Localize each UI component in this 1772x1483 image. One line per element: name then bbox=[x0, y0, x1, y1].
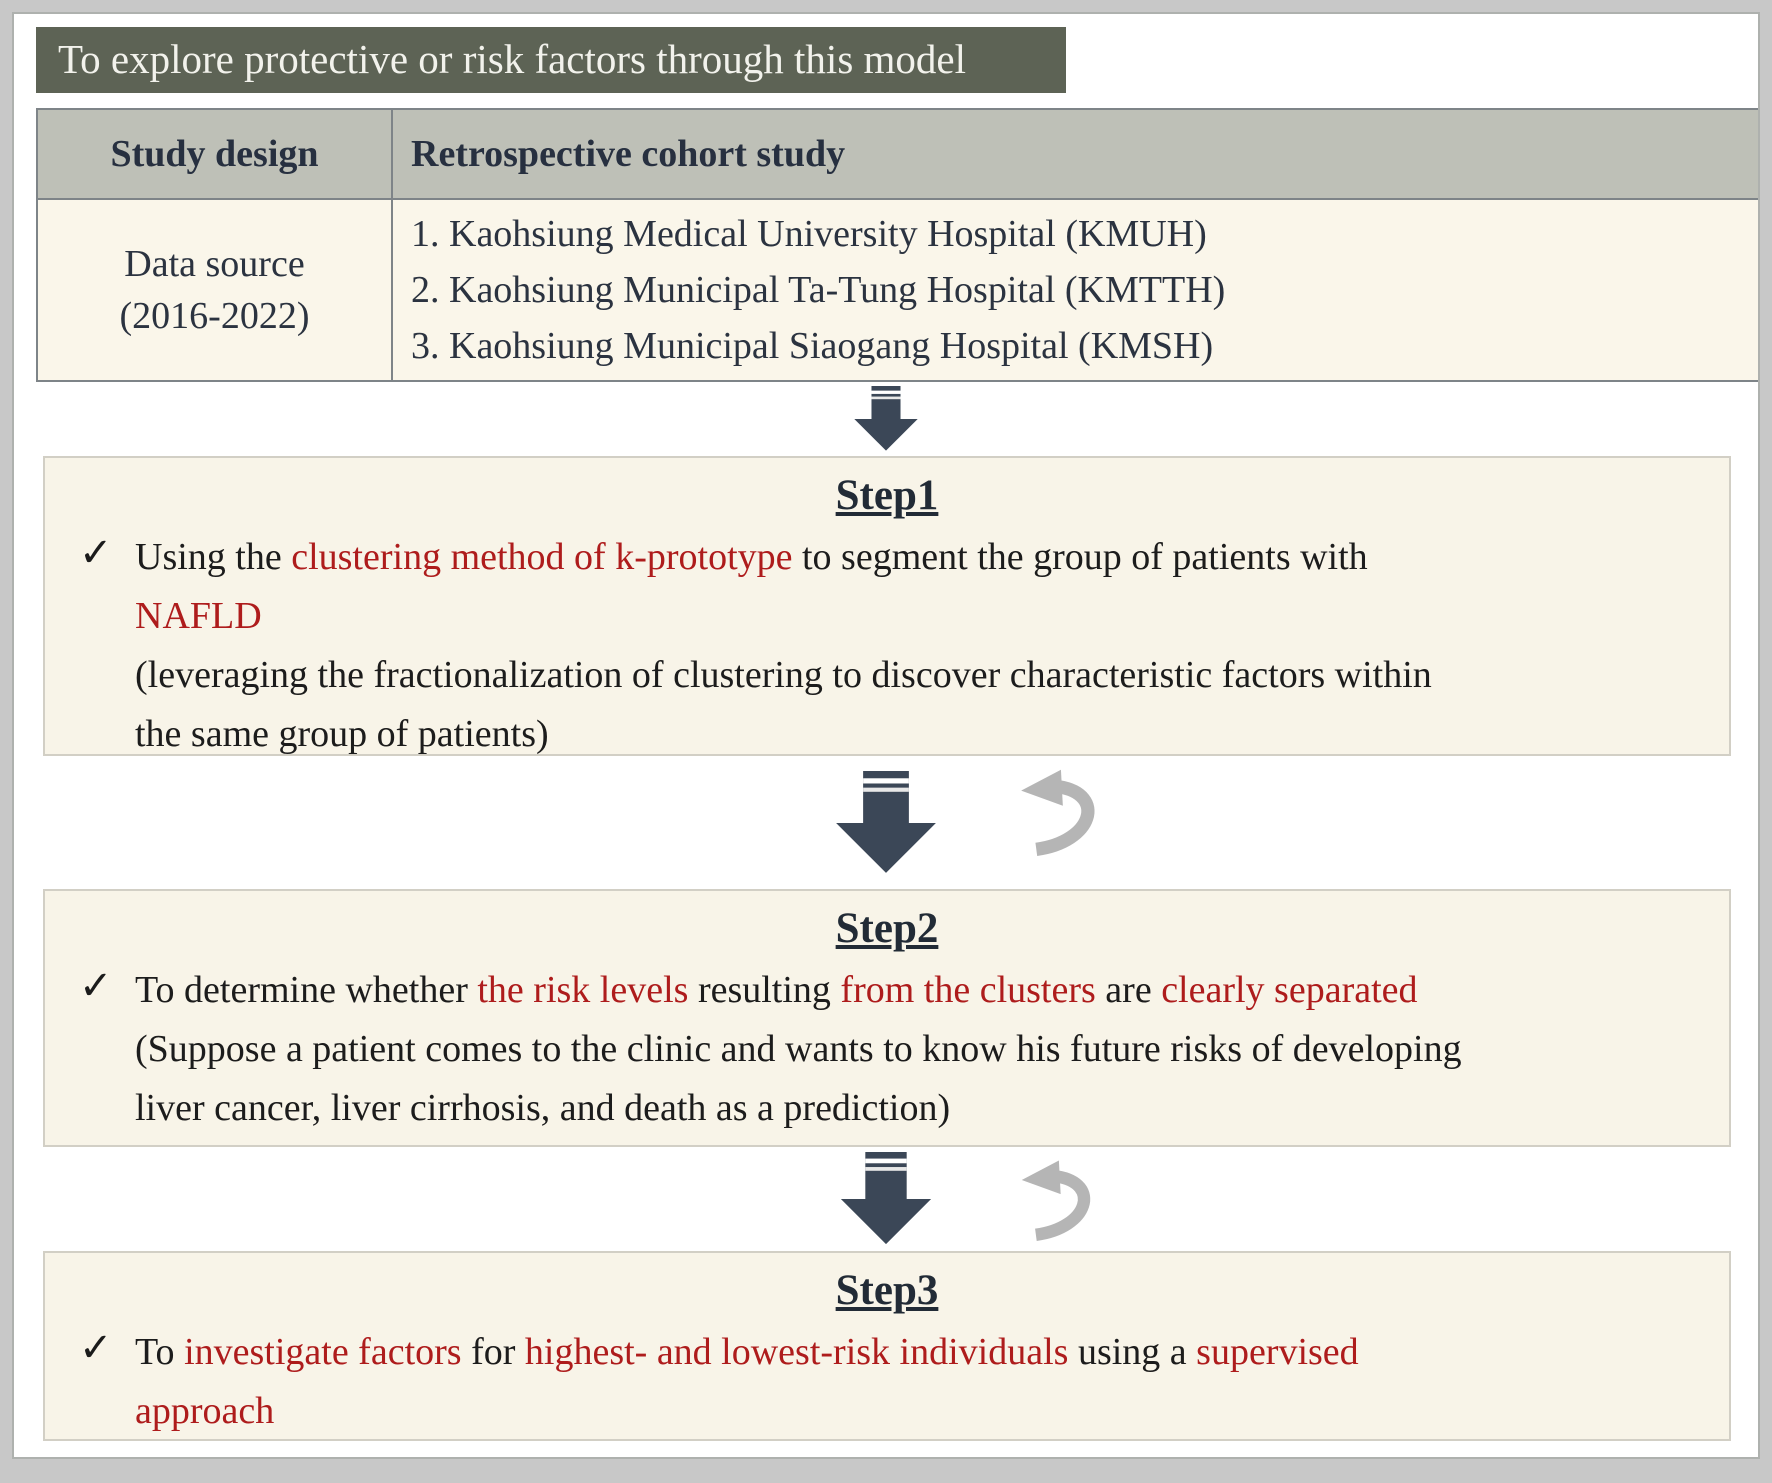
step3-box bbox=[43, 1251, 1731, 1441]
step-line: (leveraging the fractionalization of clustering to discover characteristic factors within bbox=[135, 654, 1432, 696]
study-design-table bbox=[36, 108, 1760, 382]
data-source-label bbox=[37, 199, 392, 381]
figure-panel bbox=[12, 12, 1760, 1459]
step2-body bbox=[65, 961, 1709, 1138]
data-source-label-line1: Data source bbox=[124, 243, 305, 285]
step2-box bbox=[43, 889, 1731, 1147]
table-header-study-design: Study design bbox=[37, 109, 392, 199]
loop-arrow-wrap bbox=[1004, 766, 1116, 861]
step3-heading: Step3 bbox=[835, 1267, 939, 1314]
loop-arrow-wrap bbox=[1004, 1157, 1112, 1246]
table-header-study-type: Retrospective cohort study bbox=[392, 109, 1759, 199]
table-data-row bbox=[37, 199, 1759, 381]
step-line: NAFLD bbox=[135, 595, 262, 637]
step-line: Using the clustering method of k-prototype to segment the group of patients with bbox=[135, 536, 1368, 578]
step-line: To determine whether the risk levels resulting from the clusters are clearly separated bbox=[135, 969, 1418, 1011]
connector-2 bbox=[25, 756, 1747, 889]
step1-body bbox=[65, 528, 1709, 764]
step3-body bbox=[65, 1323, 1709, 1441]
data-source-list bbox=[392, 199, 1759, 381]
step-line: To investigate factors for highest- and lowest-risk individuals using a supervised bbox=[135, 1331, 1359, 1373]
checkmark-icon: ✓ bbox=[79, 1325, 113, 1371]
step1-box bbox=[43, 456, 1731, 756]
figure-title: To explore protective or risk factors through this model bbox=[36, 27, 1066, 93]
checkmark-icon: ✓ bbox=[79, 963, 113, 1009]
data-source-label-line2: (2016-2022) bbox=[119, 295, 310, 337]
data-source-item: 1. Kaohsiung Medical University Hospital (KMUH) bbox=[411, 213, 1207, 255]
step-line: approach bbox=[135, 1390, 275, 1432]
step-line: liver cancer, liver cirrhosis, and death as a prediction) bbox=[135, 1087, 951, 1129]
loop-arrow-icon bbox=[1004, 1157, 1112, 1241]
loop-arrow-icon bbox=[1004, 766, 1116, 856]
connector-3 bbox=[25, 1147, 1747, 1251]
data-source-item: 2. Kaohsiung Municipal Ta-Tung Hospital (KMTTH) bbox=[411, 269, 1226, 311]
down-arrow-icon bbox=[812, 386, 960, 452]
connector-1 bbox=[25, 382, 1747, 456]
table-header-row bbox=[37, 109, 1759, 199]
step-line: the same group of patients) bbox=[135, 713, 549, 755]
step1-heading: Step1 bbox=[835, 472, 939, 519]
data-source-item: 3. Kaohsiung Municipal Siaogang Hospital (KMSH) bbox=[411, 325, 1214, 367]
step2-heading: Step2 bbox=[835, 905, 939, 952]
down-arrow-icon bbox=[812, 1152, 960, 1246]
down-arrow-icon bbox=[811, 771, 961, 875]
checkmark-icon: ✓ bbox=[79, 530, 113, 576]
step-line: (Suppose a patient comes to the clinic and wants to know his future risks of developing bbox=[135, 1028, 1462, 1070]
